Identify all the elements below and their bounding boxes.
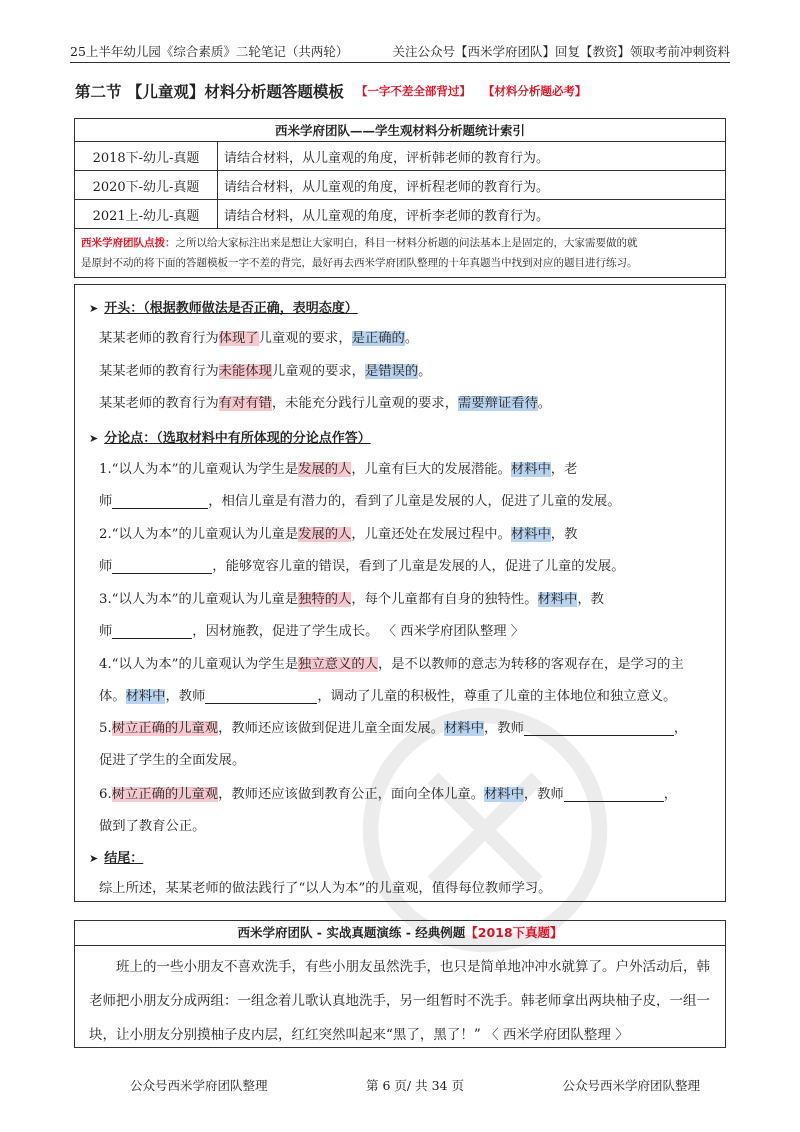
page-number: 第 6 页/ 共 34 页: [366, 1078, 464, 1093]
answer-blank: [112, 494, 208, 509]
row-question: 请结合材料，从儿童观的角度，评析李老师的教育行为。: [218, 200, 726, 229]
answer-template-box: [74, 284, 726, 902]
ending-heading: ➤ 结尾：: [89, 851, 144, 866]
case-text: 班上的一些小朋友不喜欢洗手，有些小朋友虽然洗手，也只是简单地冲冲水就算了。户外活动后，韩老师把小朋友分成两组：一组念着儿歌认真地洗手，另一组暂时不洗手。韩老师拿出两块柚子皮，一组一块，让小朋友分别摸柚子皮内层，红红突然叫起来“黑了，黑了！” 〈 西米学府团队整理 〉: [89, 959, 710, 1043]
row-question: 请结合材料，从儿童观的角度，评析韩老师的教育行为。: [218, 142, 726, 171]
point-3-line-2: 师 ，因材施教，促进了学生成长。 〈 西米学府团队整理 〉: [99, 624, 525, 639]
point-4-line-2: 体。材料中，教师 ，调动了儿童的积极性，尊重了儿童的主体地位和独立意义。: [99, 689, 677, 704]
point-4-line-1: 4.“以人为本”的儿童观认为学生是独立意义的人，是不以教师的意志为转移的客观存在，是学习的主: [99, 657, 684, 672]
footer-left: 公众号西米学府团队整理: [130, 1078, 268, 1093]
answer-blank: [112, 624, 192, 639]
point-6-line-1: 6.树立正确的儿童观，教师还应该做到教育公正，面向全体儿童。材料中，教师 ，: [99, 787, 678, 802]
answer-blank: [564, 787, 664, 802]
header-left: 25上半年幼儿园《综合素质》二轮笔记（共两轮）: [70, 44, 349, 59]
opening-sentence-2: 某某老师的教育行为未能体现儿童观的要求，是错误的。: [99, 364, 432, 379]
opening-sentence-1: 某某老师的教育行为体现了儿童观的要求，是正确的。: [99, 331, 419, 346]
point-1-line-2: 师 ，相信儿童是有潜力的，看到了儿童是发展的人，促进了儿童的发展。: [99, 494, 621, 509]
arrow-bullet-icon: ➤: [89, 432, 99, 445]
index-table: [74, 118, 726, 278]
arrow-bullet-icon: ➤: [89, 302, 99, 315]
answer-blank: [205, 689, 317, 704]
header-right: 关注公众号【西米学府团队】回复【教资】领取考前冲刺资料: [392, 44, 730, 59]
row-question: 请结合材料，从儿童观的角度，评析程老师的教育行为。: [218, 171, 726, 200]
section-title: [75, 80, 586, 102]
table-row: [75, 200, 726, 229]
opening-sentence-3: 某某老师的教育行为有对有错，未能充分践行儿童观的要求，需要辩证看待。: [99, 396, 552, 411]
point-2-line-2: 师 ，能够宽容儿童的错误，看到了儿童是发展的人，促进了儿童的发展。: [99, 559, 625, 574]
row-year: 2018下-幼儿-真题: [75, 142, 218, 171]
ending-text: 综上所述，某某老师的做法践行了“以人为本”的儿童观，值得每位教师学习。: [99, 881, 552, 896]
table-row: [75, 142, 726, 171]
row-year: 2021上-幼儿-真题: [75, 200, 218, 229]
note-text-2: 是原封不动的将下面的答题模板一字不差的背完，最好再去西米学府团队整理的十年真题当中找到对应的题目进行练习。: [81, 257, 638, 269]
answer-blank: [524, 721, 674, 736]
title-tag-required: 【材料分析题必考】: [482, 84, 587, 98]
note-label: 西米学府团队点拨：: [81, 237, 176, 249]
case-title: 西米学府团队 - 实战真题演练 - 经典例题【2018下真题】: [75, 921, 725, 946]
footer-right: 公众号西米学府团队整理: [562, 1078, 700, 1093]
index-caption: 西米学府团队——学生观材料分析题统计索引: [75, 119, 726, 142]
title-main: 第二节 【儿童观】材料分析题答题模板: [75, 83, 344, 101]
table-row: [75, 171, 726, 200]
case-tag: 【2018下真题】: [465, 925, 563, 940]
index-note: [75, 229, 726, 278]
point-5-line-2: 促进了学生的全面发展。: [99, 753, 246, 768]
points-heading: ➤ 分论点：（选取材料中有所体现的分论点作答）: [89, 431, 371, 446]
point-2-line-1: 2.“以人为本”的儿童观认为儿童是发展的人，儿童还处在发展过程中。材料中，教: [99, 527, 578, 542]
point-5-line-1: 5.树立正确的儿童观，教师还应该做到促进儿童全面发展。材料中，教师 ，: [99, 721, 688, 736]
case-box: [74, 920, 726, 1048]
note-text-1: 之所以给大家标注出来是想让大家明白，科目一材料分析题的问法基本上是固定的，大家需要做的就: [175, 237, 638, 249]
page-header: [70, 38, 730, 63]
arrow-bullet-icon: ➤: [89, 852, 99, 865]
point-3-line-1: 3.“以人为本”的儿童观认为儿童是独特的人，每个儿童都有自身的独特性。材料中，教: [99, 592, 604, 607]
title-tag-memorize: 【一字不差全部背过】: [355, 84, 471, 98]
page-footer: [130, 1076, 700, 1094]
answer-blank: [112, 559, 212, 574]
row-year: 2020下-幼儿-真题: [75, 171, 218, 200]
opening-heading: ➤ 开头：（根据教师做法是否正确，表明态度）: [89, 301, 358, 316]
point-6-line-2: 做到了教育公正。: [99, 819, 206, 834]
point-1-line-1: 1.“以人为本”的儿童观认为学生是发展的人，儿童有巨大的发展潜能。材料中，老: [99, 462, 578, 477]
